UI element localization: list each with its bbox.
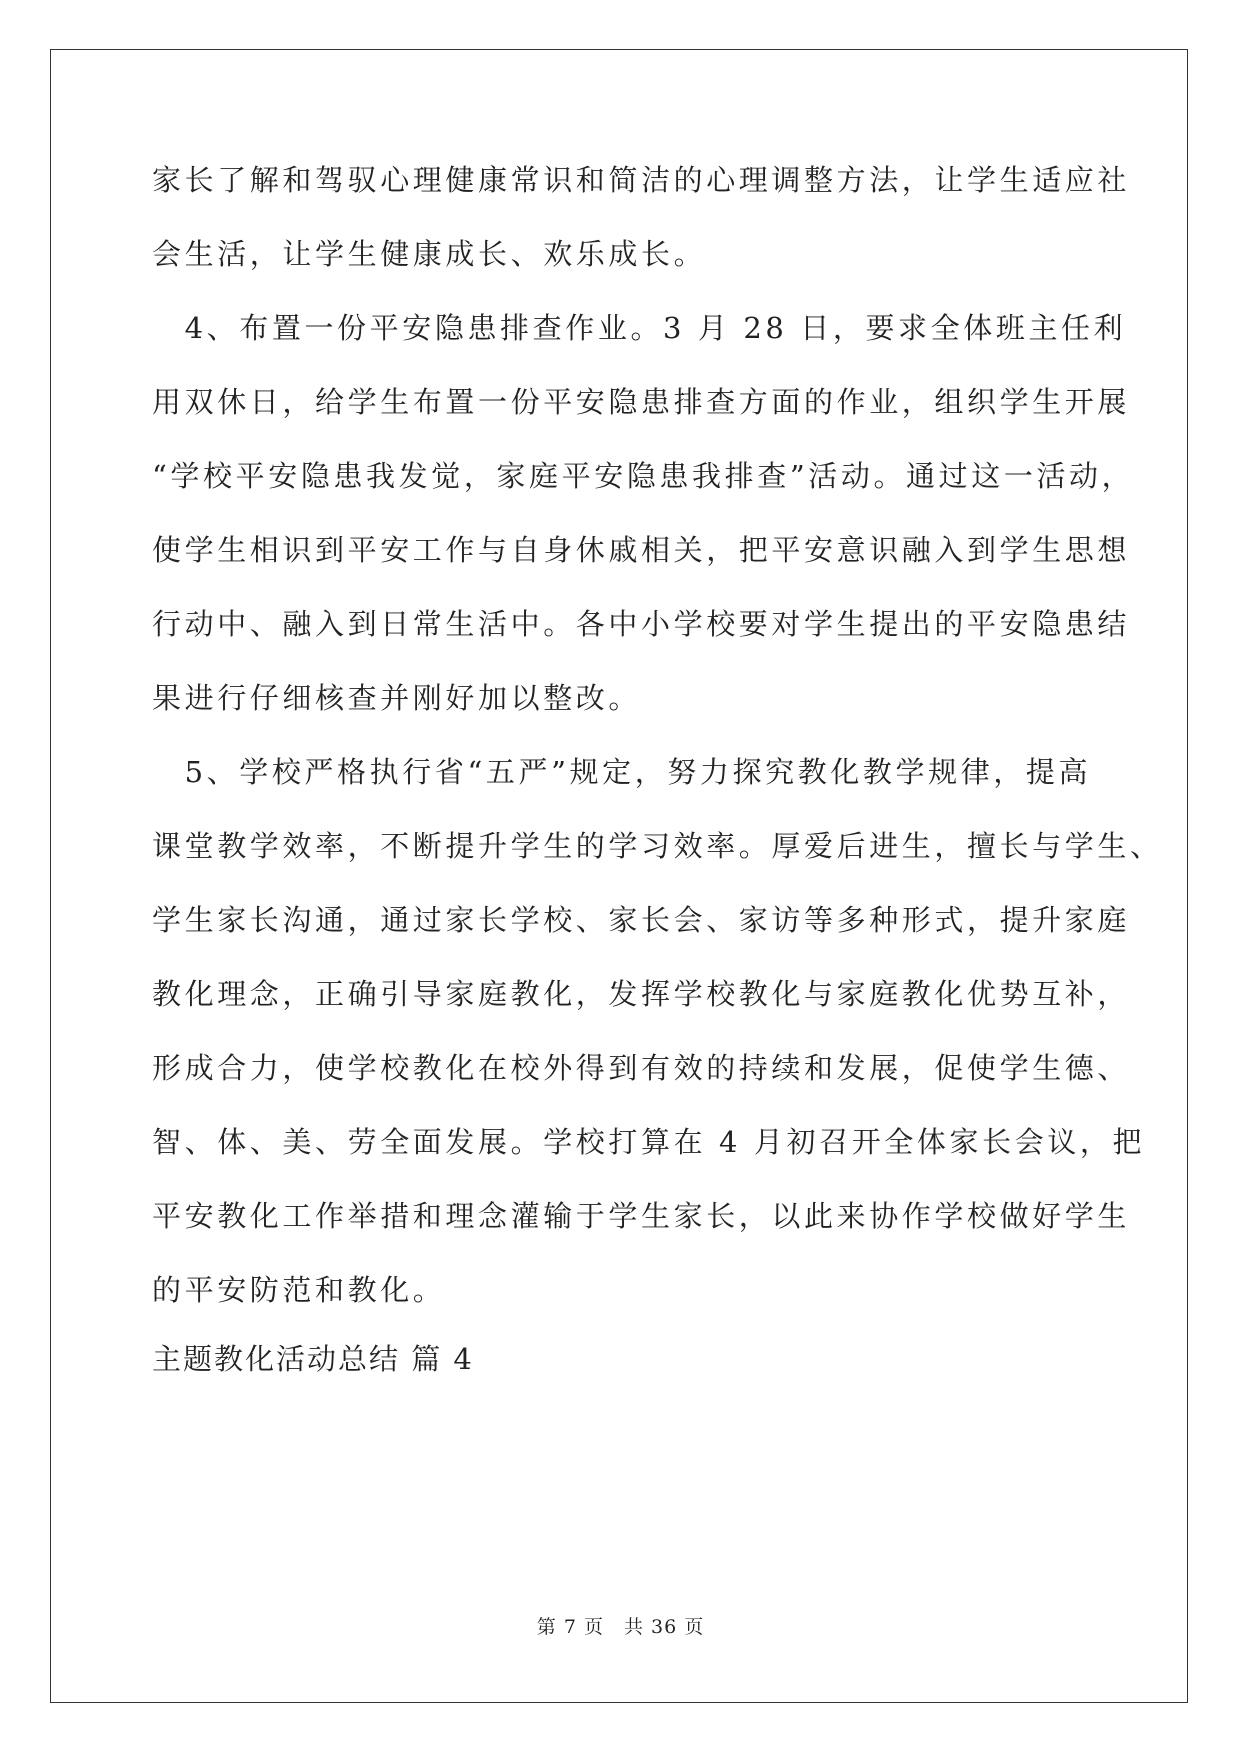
body-line: 的平安防范和教化。 <box>152 1273 446 1307</box>
body-line: 课堂教学效率，不断提升学生的学习效率。厚爱后进生，擅长与学生、 <box>152 829 1163 863</box>
body-line: 4、布置一份平安隐患排查作业。3 月 28 日，要求全体班主任利 <box>152 311 1127 345</box>
body-line: 智、体、美、劳全面发展。学校打算在 4 月初召开全体家长会议，把 <box>152 1125 1146 1159</box>
body-line: 学生家长沟通，通过家长学校、家长会、家访等多种形式，提升家庭 <box>152 903 1131 937</box>
body-line: 平安教化工作举措和理念灌输于学生家长，以此来协作学校做好学生 <box>152 1199 1131 1233</box>
body-line: 行动中、融入到日常生活中。各中小学校要对学生提出的平安隐患结 <box>152 607 1131 641</box>
body-line: 家长了解和驾驭心理健康常识和简洁的心理调整方法，让学生适应社 <box>152 163 1131 197</box>
page-number-footer: 第 7 页 共 36 页 <box>536 1616 705 1638</box>
body-line: “学校平安隐患我发觉，家庭平安隐患我排查”活动。通过这一活动， <box>152 459 1135 493</box>
body-line: 果进行仔细核查并刚好加以整改。 <box>152 681 642 715</box>
body-line: 会生活，让学生健康成长、欢乐成长。 <box>152 237 707 271</box>
body-line: 教化理念，正确引导家庭教化，发挥学校教化与家庭教化优势互补， <box>152 977 1131 1011</box>
body-line: 用双休日，给学生布置一份平安隐患排查方面的作业，组织学生开展 <box>152 385 1131 419</box>
section-heading: 主题教化活动总结 篇 4 <box>152 1342 474 1376</box>
body-line: 5、学校严格执行省“五严”规定，努力探究教化教学规律，提高 <box>152 755 1092 789</box>
body-line: 形成合力，使学校教化在校外得到有效的持续和发展，促使学生德、 <box>152 1051 1131 1085</box>
page-border <box>50 49 1188 1703</box>
body-line: 使学生相识到平安工作与自身休戚相关，把平安意识融入到学生思想 <box>152 533 1131 567</box>
